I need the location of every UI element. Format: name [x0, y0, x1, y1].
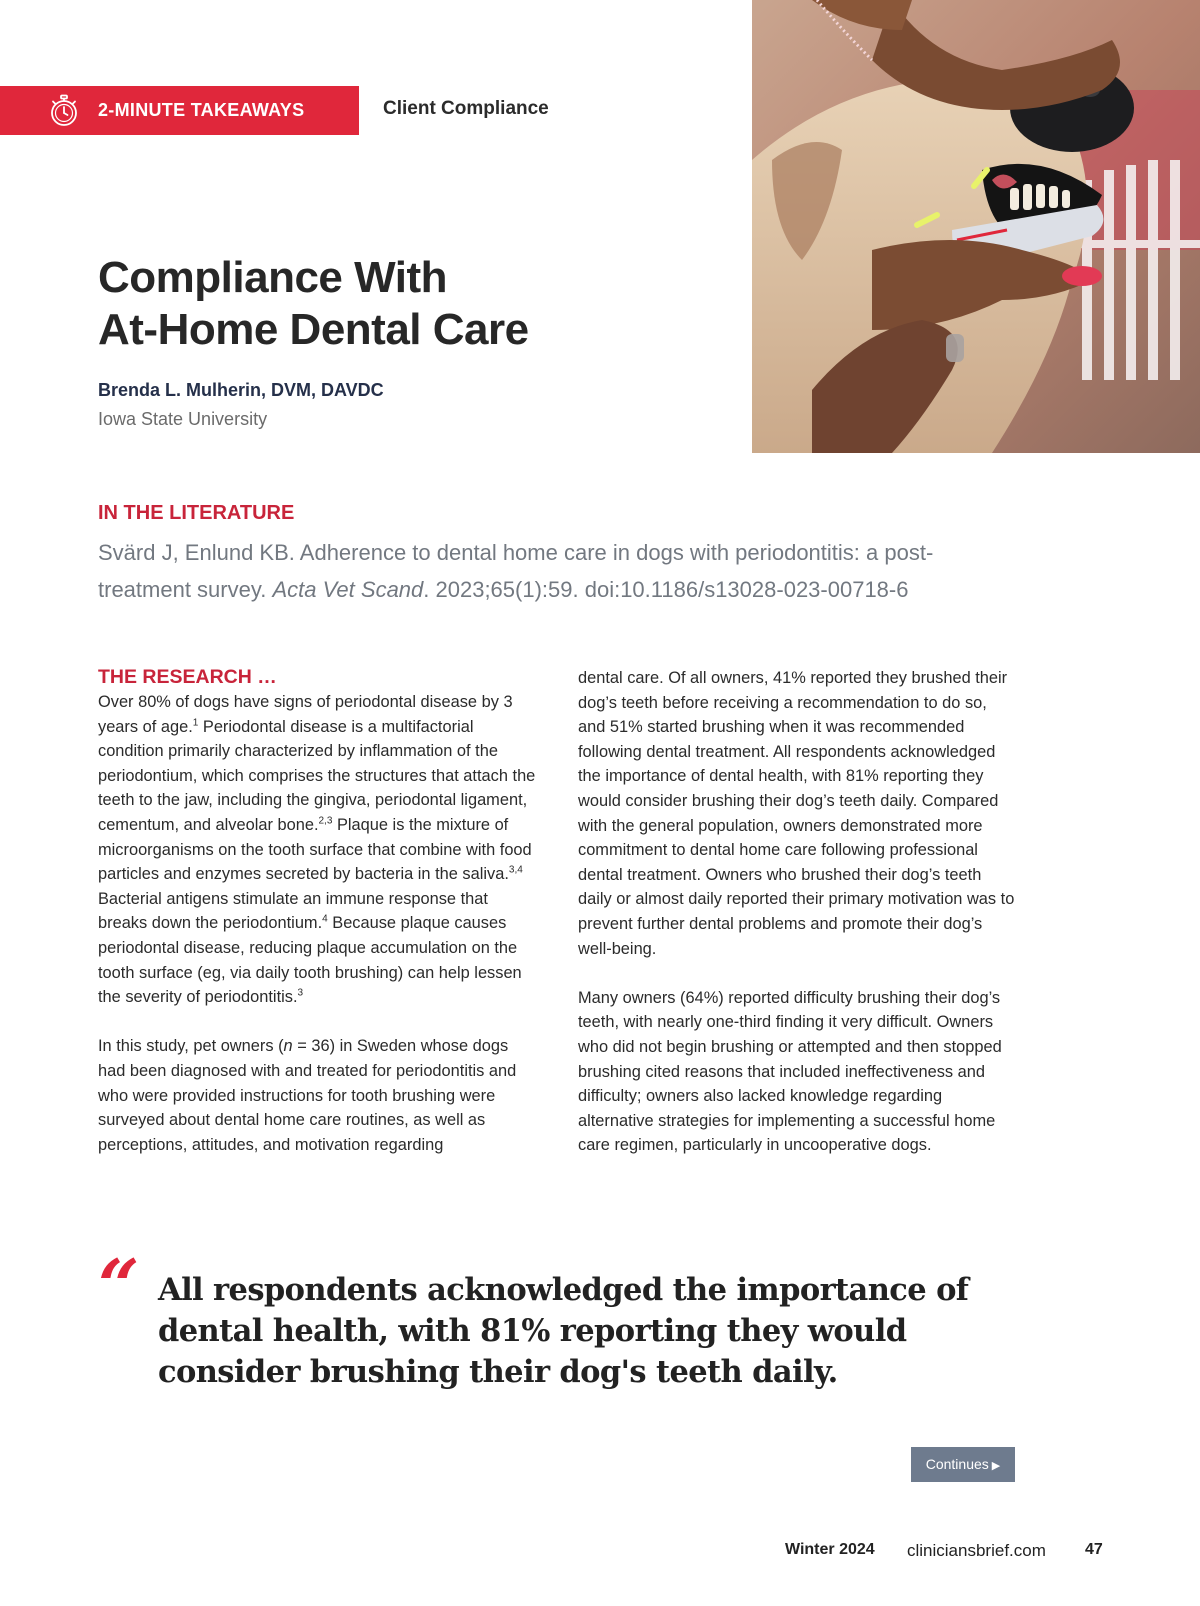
title-line-2: At-Home Dental Care: [98, 305, 529, 354]
title-line-1: Compliance With: [98, 253, 448, 302]
research-paragraph-1: [98, 690, 538, 1010]
footnote-ref: 4: [322, 913, 328, 925]
continues-label: Continues: [925, 1456, 989, 1472]
article-title: [98, 252, 529, 356]
citation-details: . 2023;65(1):59. doi:10.1186/s13028-023-00718-6: [423, 577, 909, 602]
takeaways-band: [0, 86, 359, 135]
text-run-italic: n: [283, 1037, 293, 1056]
footnote-ref: 3: [297, 987, 304, 999]
body-column-left: [98, 664, 538, 1157]
pull-quote: All respondents acknowledged the importance of dental health, with 81% reporting they would consider brushing their dog's teeth daily.: [158, 1272, 969, 1390]
text-run: = 36) in Sweden whose dogs had been diagnosed with and treated for periodontitis and who were provided instructions for tooth brushing were surveyed about dental home care routines, as well as perceptions, attitudes, and motivation regarding: [98, 1037, 517, 1154]
footnote-ref: 1: [192, 717, 199, 729]
footer-issue: Winter 2024: [785, 1541, 875, 1558]
research-paragraph-3: dental care. Of all owners, 41% reported they brushed their dog’s teeth before receiving a recommendation to do so, and 51% started brushing when it was recommended following dental treatment. All respondents acknowledged the importance of dental health, with 81% reporting they would consider brushing their dog’s teeth daily. Compared with the general population, owners demonstrated more commitment to dental home care following professional dental treatment. Owners who brushed their dog’s teeth daily or almost daily reported their primary motivation was to prevent further dental problems and promote their dog’s well-being.: [578, 669, 1015, 958]
text-run: Periodontal disease is a multifactorial condition primarily characterized by inflammation of the periodontium, which comprises the structures that attach the teeth to the jaw, including the gingiva, periodontal ligament, cementum, and alveolar bone.: [98, 717, 536, 834]
text-run: Because plaque causes periodontal disease, reducing plaque accumulation on the tooth surface (eg, via daily tooth brushing) can help lessen the severity of periodontitis.: [98, 914, 522, 1007]
body-column-right: [578, 666, 1018, 1158]
footnote-ref: 3,4: [508, 864, 523, 876]
citation-journal: Acta Vet Scand: [272, 577, 424, 602]
continues-button[interactable]: [911, 1447, 1015, 1482]
footer-page-number: 47: [1085, 1541, 1103, 1558]
research-paragraph-4: Many owners (64%) reported difficulty brushing their dog’s teeth, with nearly one-third finding it very difficult. Owners who did not begin brushing or attempted and then stopped brushing cited reasons that included ineffectiveness and difficulty; owners also lacked knowledge regarding alternative strategies for implementing a successful home care regimen, particularly in uncooperative dogs.: [578, 988, 1002, 1155]
band-label: 2-MINUTE TAKEAWAYS: [98, 100, 305, 120]
author-name: Brenda L. Mulherin, DVM, DAVDC: [98, 380, 384, 400]
dog-teeth-brushing-photo: [752, 0, 1200, 453]
section-name: Client Compliance: [383, 98, 549, 119]
stopwatch-icon: [47, 94, 81, 128]
author-affiliation: Iowa State University: [98, 409, 268, 429]
text-run: Bacterial antigens stimulate an immune response that breaks down the periodontium.: [98, 889, 488, 933]
research-paragraph-2: [98, 1034, 538, 1157]
play-arrow-icon: ▶: [991, 1460, 1001, 1472]
literature-heading: IN THE LITERATURE: [98, 502, 295, 524]
text-run: Plaque is the mixture of microorganisms on the tooth surface that combine with food particles and enzymes secreted by bacteria in the saliva.: [98, 815, 532, 884]
quote-mark-icon: “: [98, 1243, 140, 1328]
literature-citation: [98, 534, 978, 608]
footnote-ref: 2,3: [318, 815, 333, 827]
footer-site: cliniciansbrief.com: [907, 1541, 1046, 1560]
text-run: In this study, pet owners (: [98, 1037, 284, 1056]
research-heading: THE RESEARCH …: [98, 666, 277, 688]
text-run: Over 80% of dogs have signs of periodontal disease by 3 years of age.: [98, 693, 513, 736]
citation-text: Svärd J, Enlund KB. Adherence to dental home care in dogs with periodontitis: a post-treatment survey.: [98, 540, 934, 602]
